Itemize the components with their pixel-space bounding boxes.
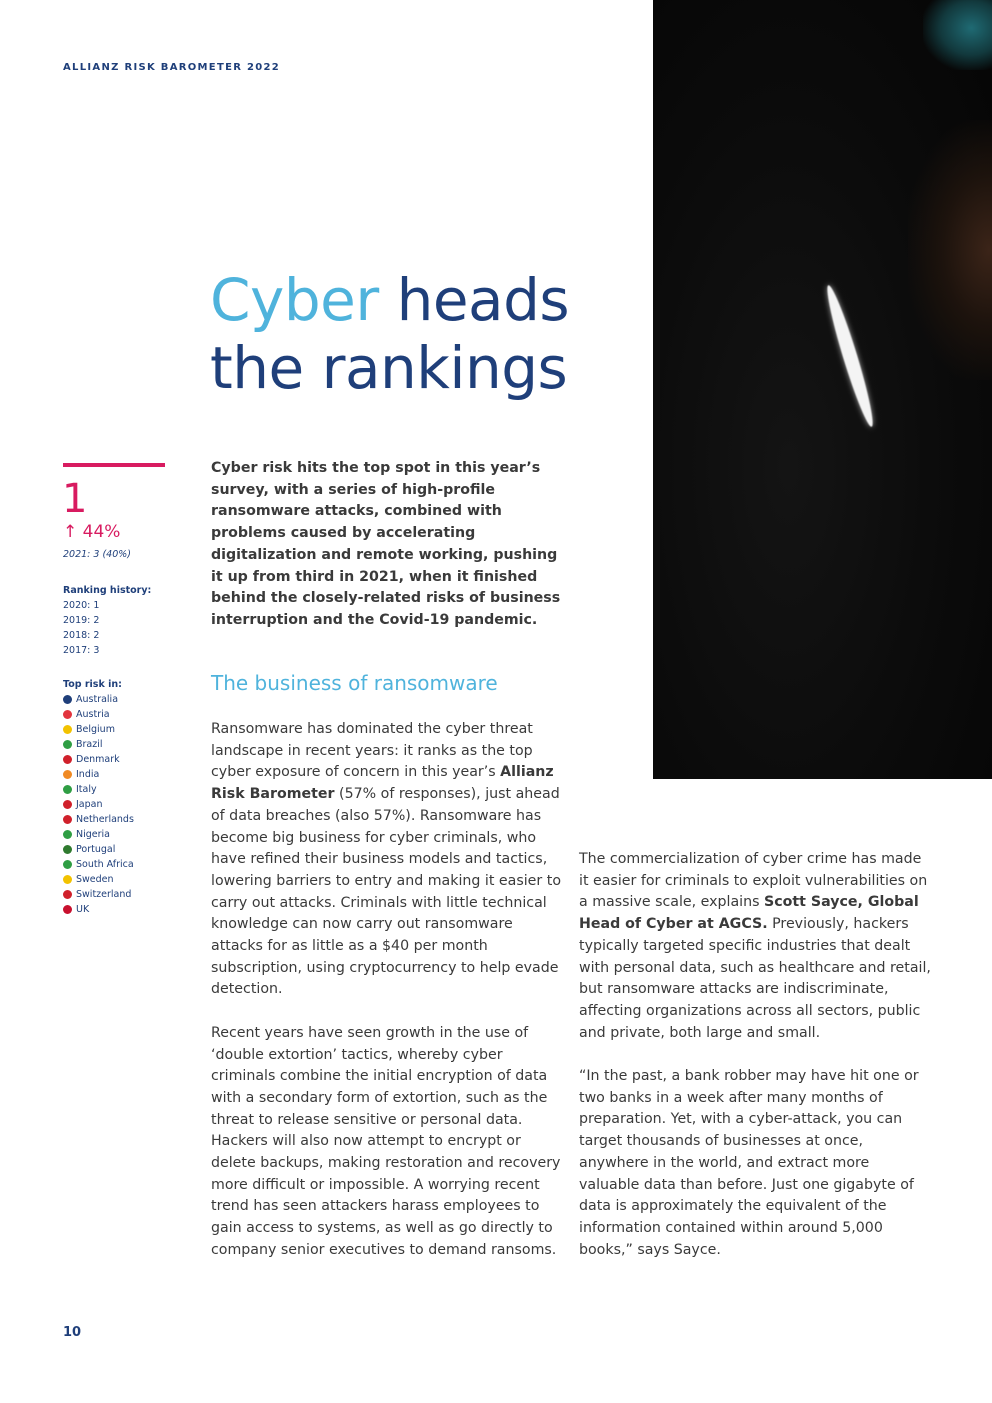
country-name: Italy bbox=[76, 784, 97, 795]
text-bold-run: Allianz Risk Barometer bbox=[211, 764, 554, 803]
flag-icon bbox=[63, 905, 72, 914]
country-name: Denmark bbox=[76, 754, 120, 765]
country-name: Brazil bbox=[76, 739, 103, 750]
title-accent: Cyber bbox=[210, 266, 379, 334]
country-name: Australia bbox=[76, 694, 119, 705]
country-item bbox=[63, 797, 134, 812]
flag-icon bbox=[63, 845, 72, 854]
flag-icon bbox=[63, 785, 72, 794]
country-item bbox=[63, 857, 134, 872]
photo-glint bbox=[822, 283, 879, 429]
body-paragraph: “In the past, a bank robber may have hit one or two banks in a week after many months of preparation. Yet, with a cyber-attack, you can target thousands of businesses at once, anywhere in the world, and extract more valuable data than before. Just one gigabyte of data is approximately the equivalent of the information contained within around 5,000 books,” says Sayce. bbox=[579, 1068, 919, 1258]
country-item bbox=[63, 872, 134, 887]
flag-icon bbox=[63, 740, 72, 749]
flag-icon bbox=[63, 695, 72, 704]
cover-photo bbox=[653, 0, 992, 779]
flag-icon bbox=[63, 725, 72, 734]
flag-icon bbox=[63, 860, 72, 869]
ranking-history-label: Ranking history: bbox=[63, 585, 152, 596]
country-name: Nigeria bbox=[76, 829, 110, 840]
country-name: Japan bbox=[76, 799, 103, 810]
country-item bbox=[63, 722, 134, 737]
history-item: 2017: 3 bbox=[63, 645, 100, 656]
rank-number: 1 bbox=[62, 476, 88, 522]
country-list bbox=[63, 692, 134, 917]
running-header: ALLIANZ RISK BAROMETER 2022 bbox=[63, 62, 281, 73]
flag-icon bbox=[63, 710, 72, 719]
text-run: Ransomware has dominated the cyber threat landscape in recent years: it ranks as the top cyber exposure of concern in this year’s bbox=[211, 721, 533, 781]
country-name: Netherlands bbox=[76, 814, 134, 825]
text-bold-run: Scott Sayce, Global Head of Cyber at AGCS. bbox=[579, 894, 919, 933]
country-item bbox=[63, 692, 134, 707]
page-number: 10 bbox=[63, 1325, 82, 1340]
country-item bbox=[63, 707, 134, 722]
country-name: South Africa bbox=[76, 859, 134, 870]
photo-light-amber bbox=[908, 120, 992, 380]
country-name: UK bbox=[76, 904, 90, 915]
country-item bbox=[63, 812, 134, 827]
flag-icon bbox=[63, 815, 72, 824]
history-item: 2019: 2 bbox=[63, 615, 100, 626]
text-run: The commercialization of cyber crime has made it easier for criminals to exploit vulnerabilities on a massive scale, explains bbox=[579, 851, 928, 911]
country-name: Belgium bbox=[76, 724, 115, 735]
section-heading: The business of ransomware bbox=[211, 671, 498, 695]
flag-icon bbox=[63, 800, 72, 809]
country-item bbox=[63, 842, 134, 857]
flag-icon bbox=[63, 875, 72, 884]
country-item bbox=[63, 752, 134, 767]
country-name: Portugal bbox=[76, 844, 116, 855]
title-line2: the rankings bbox=[210, 334, 568, 402]
history-item: 2018: 2 bbox=[63, 630, 100, 641]
title-rest: heads bbox=[378, 266, 570, 334]
body-paragraph: Recent years have seen growth in the use of ‘double extortion’ tactics, whereby cyber criminals combine the initial encryption of data with a secondary form of extortion, such as the threat to release sensitive or personal data. Hackers will also now attempt to encrypt or delete backups, making restoration and recovery more difficult or impossible. A worrying recent trend has seen attackers harass employees to gain access to systems, as well as go directly to company senior executives to demand ransoms. bbox=[211, 1024, 561, 1258]
text-run: Previously, hackers typically targeted specific industries that dealt with personal data, such as healthcare and retail, but ransomware attacks are indiscriminate, affecting organizations across all sectors, public and private, both large and small. bbox=[579, 916, 931, 1041]
country-item bbox=[63, 767, 134, 782]
top-risk-list bbox=[63, 677, 134, 917]
country-item bbox=[63, 887, 134, 902]
history-item: 2020: 1 bbox=[63, 600, 100, 611]
country-name: India bbox=[76, 769, 100, 780]
country-item bbox=[63, 737, 134, 752]
body-column-right bbox=[579, 849, 931, 1283]
body-paragraph bbox=[579, 849, 931, 1044]
country-name: Austria bbox=[76, 709, 110, 720]
page-title bbox=[210, 266, 569, 402]
photo-light-teal bbox=[923, 0, 992, 70]
country-item bbox=[63, 782, 134, 797]
country-item bbox=[63, 902, 134, 917]
body-paragraph bbox=[211, 719, 563, 1001]
country-name: Sweden bbox=[76, 874, 114, 885]
top-risk-label: Top risk in: bbox=[63, 679, 122, 690]
rank-divider bbox=[63, 463, 165, 467]
country-name: Switzerland bbox=[76, 889, 132, 900]
rank-percent: ↑ 44% bbox=[63, 522, 121, 542]
text-run: (57% of responses), just ahead of data breaches (also 57%). Ransomware has become big business for cyber criminals, who have refined their business models and tactics, lowering barriers to entry and making it easier to carry out attacks. Criminals with little technical knowledge can now carry out ransomware attacks for as little as a $40 per month subscription, using cryptocurrency to help evade detection. bbox=[211, 786, 561, 998]
intro-paragraph: Cyber risk hits the top spot in this year’s survey, with a series of high-profile ransomware attacks, combined with problems caused by accelerating digitalization and remote working, pushing it up from third in 2021, when it finished behind the closely-related risks of business interruption and the Covid-19 pandemic. bbox=[211, 460, 561, 628]
flag-icon bbox=[63, 890, 72, 899]
body-column-left bbox=[211, 719, 563, 1283]
rank-previous: 2021: 3 (40%) bbox=[63, 549, 131, 560]
flag-icon bbox=[63, 755, 72, 764]
flag-icon bbox=[63, 770, 72, 779]
ranking-history bbox=[63, 583, 151, 658]
flag-icon bbox=[63, 830, 72, 839]
country-item bbox=[63, 827, 134, 842]
